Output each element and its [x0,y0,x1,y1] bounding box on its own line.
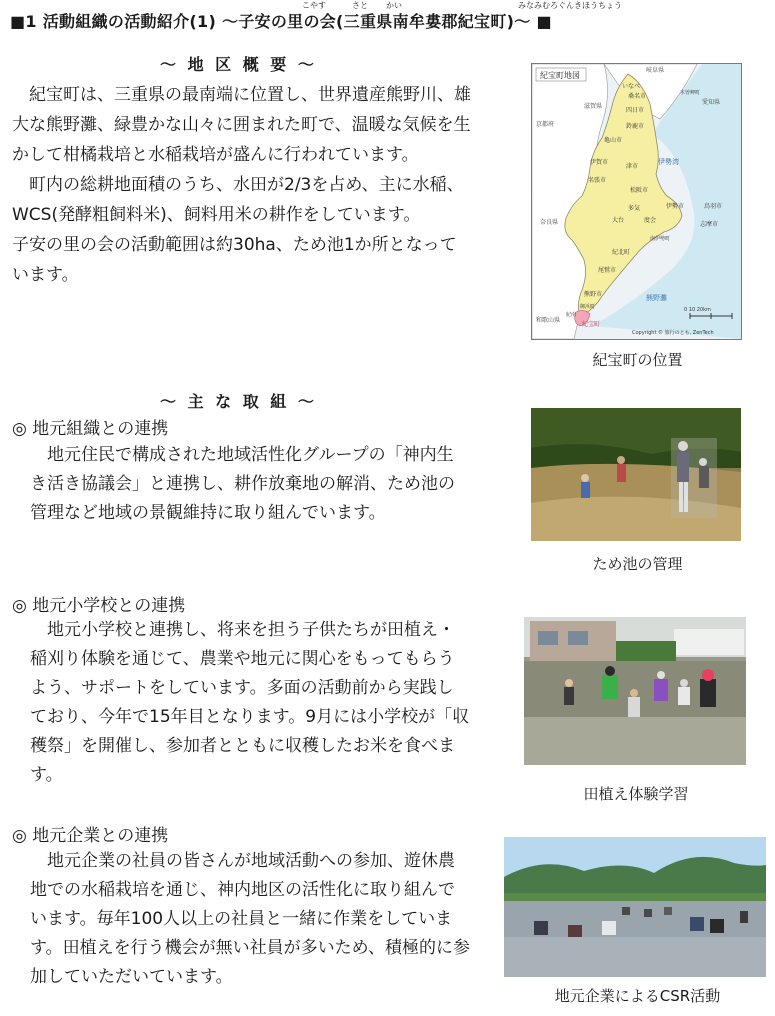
reservoir-photo-image [531,408,741,541]
label-shiga: 滋賀県 [584,103,603,110]
photo-2-caption: 田植え体験学習 [583,785,689,803]
ruby-kai: かい [386,1,402,10]
label-kuwana: 桑名市 [628,93,647,100]
label-gifu: 岐阜県 [646,67,665,74]
efforts-title: 〜 主 な 取 組 〜 [160,392,317,411]
label-nara: 奈良県 [540,219,559,226]
mie-prefecture-map [532,64,741,339]
label-kumano: 熊野市 [584,291,603,298]
overview-title: 〜 地 区 概 要 〜 [160,55,317,74]
ruby-district: みなみむろぐんきほうちょう [518,1,622,10]
effort-3-heading: ◎ 地元企業との連携 [12,826,169,846]
effort-1-heading: ◎ 地元組織との連携 [12,419,169,439]
overview-text [12,80,472,290]
ruby-sato: さと [352,1,368,10]
map-caption: 紀宝町の位置 [592,351,683,369]
effort-3-body: 地元企業の社員の皆さんが地域活動への参加、遊休農地での水稲栽培を通じ、神内地区の活性化に取り組んでいます。毎年100人以上の社員と一緒に作業をしています。田植えを行う機会が無い社員が多いため、積極的に参加していただいています。 [30,851,470,987]
label-shima: 志摩市 [700,221,719,228]
label-kihoku: 紀北町 [612,249,631,256]
map-copyright: Copyright © 旅行のとも, ZenTech [632,330,714,336]
label-minamiise: 南伊勢町 [650,236,671,242]
label-suzuka: 鈴鹿市 [626,123,645,130]
overview-paragraph-1: 紀宝町は、三重県の最南端に位置し、世界遺産熊野川、雄大な熊野灘、緑豊かな山々に囲まれた町で、温暖な気候を生かして柑橘栽培と水稲栽培が盛んに行われています。 [12,85,471,165]
label-kiho: 紀宝町 [582,321,601,328]
scale-label: 0 10 20km [684,307,711,313]
label-wakayama: 和歌山県 [536,317,561,324]
label-kameyama: 亀山市 [604,137,623,144]
csr-photo-image [504,837,766,977]
label-inabe: いなべ [622,83,641,90]
label-kinan: 紀南 [566,312,577,318]
photo-1-caption: ため池の管理 [592,555,683,573]
label-kyoto: 京都府 [536,121,555,128]
kiho-map [531,63,742,340]
label-odai: 大台 [612,217,625,224]
label-watarai: 度会 [644,217,657,224]
effort-1-body: 地元住民で構成された地域活性化グループの「神内生き活き協議会」と連携し、耕作放棄地の解消、ため池の管理など地域の景観維持に取り組んでいます。 [30,445,455,523]
label-mihama: 御浜町 [580,304,596,310]
label-toba: 鳥羽市 [704,203,723,210]
label-aichi: 愛知県 [702,99,721,106]
label-matsusaka: 松阪市 [630,187,649,194]
label-nabari: 名張市 [588,177,607,184]
photo-3-caption: 地元企業によるCSR活動 [554,987,721,1005]
label-ise: 伊勢市 [666,203,685,210]
page-header [10,0,770,36]
photo-reservoir-management [531,408,741,541]
label-yokkaichi: 四日市 [626,107,645,114]
photo-rice-planting-school [524,617,746,765]
label-owase: 尾鷲市 [598,267,617,274]
overview-paragraph-3: 子安の里の会の活動範囲は約30ha、ため池1か所となっています。 [12,235,457,285]
label-kumanonada: 熊野灘 [646,294,667,302]
label-isewan: 伊勢湾 [658,158,679,166]
photo-company-csr [504,837,766,977]
page-title: ■1 活動組織の活動紹介(1) 〜子安の里の会(三重県南牟婁郡紀宝町)〜 ■ [10,12,552,31]
effort-2-heading: ◎ 地元小学校との連携 [12,596,186,616]
ruby-koyasu: こやす [302,1,326,10]
label-iga: 伊賀市 [590,159,609,166]
label-taki: 多気 [628,205,641,212]
label-tsu: 津市 [626,163,639,170]
map-title: 紀宝町地図 [540,71,580,80]
overview-paragraph-2: 町内の総耕地面積のうち、水田が2/3を占め、主に水稲、WCS(発酵粗飼料米)、飼料用米の耕作をしています。 [12,175,464,225]
rice-planting-photo-image [524,617,746,765]
label-kisosaki: 木曽岬町 [680,90,701,96]
effort-2-body: 地元小学校と連携し、将来を担う子供たちが田植え・稲刈り体験を通じて、農業や地元に関心をもってもらうよう、サポートをしています。多面の活動前から実践しており、今年で15年目となります。9月には小学校が「収穫祭」を開催し、参加者とともに収穫したお米を食べます。 [30,620,470,785]
